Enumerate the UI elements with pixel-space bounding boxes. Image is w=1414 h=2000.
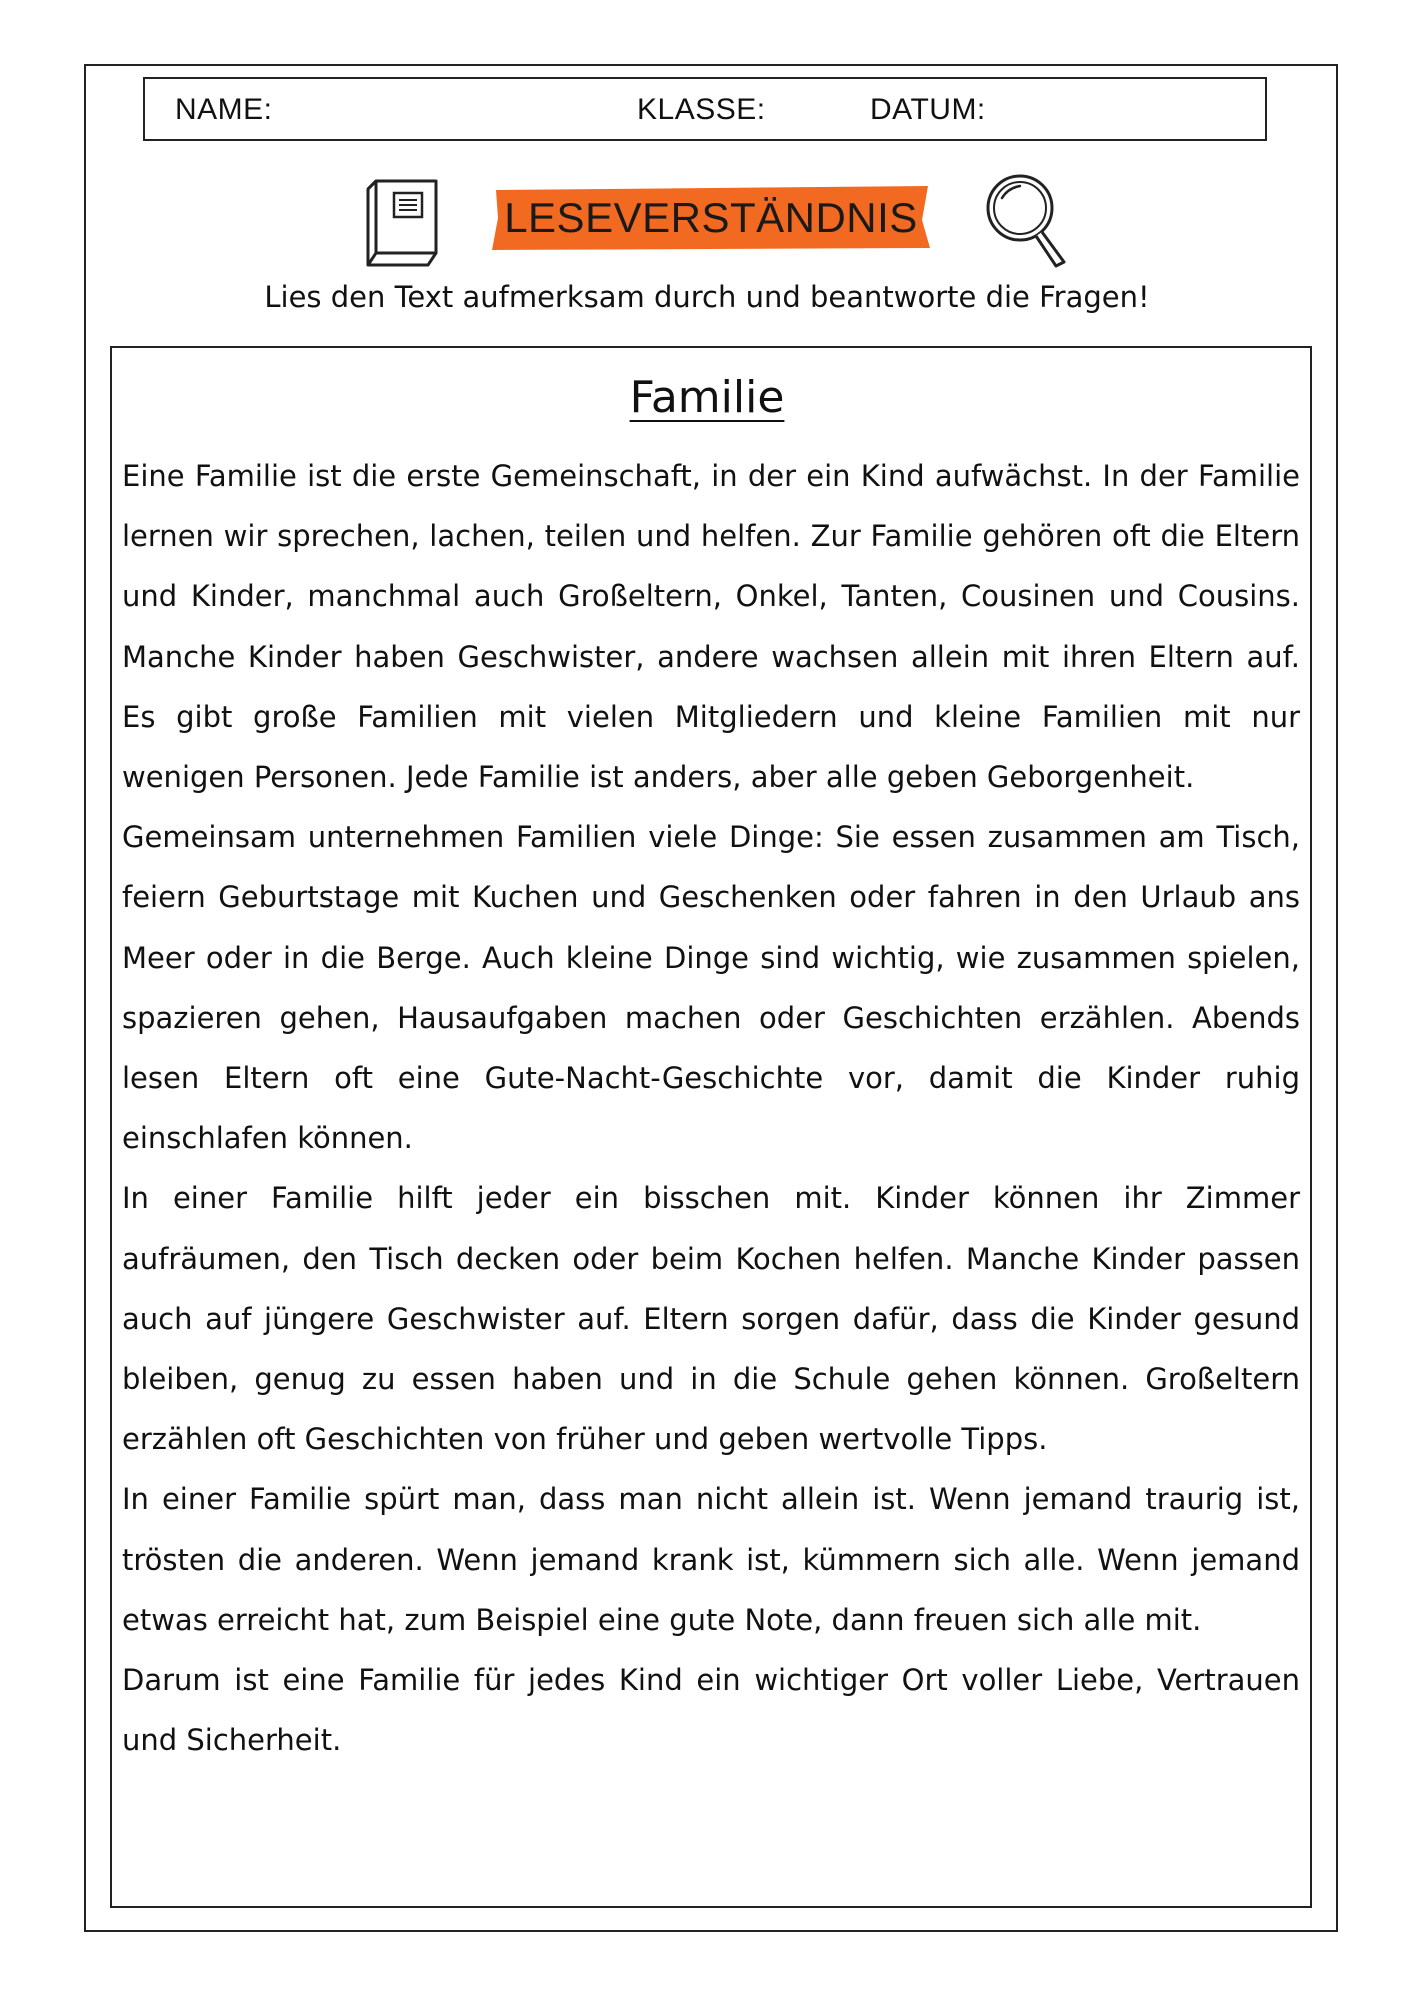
story-title [0, 372, 1414, 423]
story-paragraph: In einer Familie hilft jeder ein bisschen mit. Kinder können ihr Zimmer aufräumen, den Tisch decken oder beim Kochen helfen. Manche Kinder passen auch auf jüngere Geschwister auf. Eltern sorgen dafür, dass die Kinder gesund bleiben, genug zu essen haben und in die Schule gehen können. Großeltern erzählen oft Geschichten von früher und geben wertvolle Tipps. [122, 1181, 1300, 1457]
datum-label: DATUM: [870, 93, 986, 126]
instruction-text: Lies den Text aufmerksam durch und beantworte die Fragen! [264, 280, 1150, 314]
story-paragraph: Darum ist eine Familie für jedes Kind ein wichtiger Ort voller Liebe, Vertrauen und Sicherheit. [122, 1663, 1300, 1758]
name-label: NAME: [175, 93, 273, 126]
story-title-text: Familie [629, 372, 785, 423]
story-paragraph: In einer Familie spürt man, dass man nicht allein ist. Wenn jemand traurig ist, trösten die anderen. Wenn jemand krank ist, kümmern sich alle. Wenn jemand etwas erreicht hat, zum Beispiel eine gute Note, dann freuen sich alle mit. [122, 1482, 1300, 1637]
title-banner [490, 184, 932, 252]
header-box [143, 77, 1267, 141]
story-paragraph: Gemeinsam unternehmen Familien viele Dinge: Sie essen zusammen am Tisch, feiern Geburtstage mit Kuchen und Geschenken oder fahren in den Urlaub ans Meer oder in die Berge. Auch kleine Dinge sind wichtig, wie zusammen spielen, spazieren gehen, Hausaufgaben machen oder Geschichten erzählen. Abends lesen Eltern oft eine Gute-Nacht-Geschichte vor, damit die Kinder ruhig einschlafen können. [122, 820, 1300, 1156]
book-icon [362, 177, 442, 269]
magnifier-icon [980, 170, 1072, 270]
story-body [122, 446, 1300, 1770]
page-title: LESEVERSTÄNDNIS [504, 194, 918, 241]
klasse-label: KLASSE: [637, 93, 766, 126]
story-paragraph: Eine Familie ist die erste Gemeinschaft, in der ein Kind aufwächst. In der Familie lernen wir sprechen, lachen, teilen und helfen. Zur Familie gehören oft die Eltern und Kinder, manchmal auch Großeltern, Onkel, Tanten, Cousinen und Cousins. Manche Kinder haben Geschwister, andere wachsen allein mit ihren Eltern auf. Es gibt große Familien mit vielen Mitgliedern und kleine Familien mit nur wenigen Personen. Jede Familie ist anders, aber alle geben Geborgenheit. [122, 459, 1300, 795]
